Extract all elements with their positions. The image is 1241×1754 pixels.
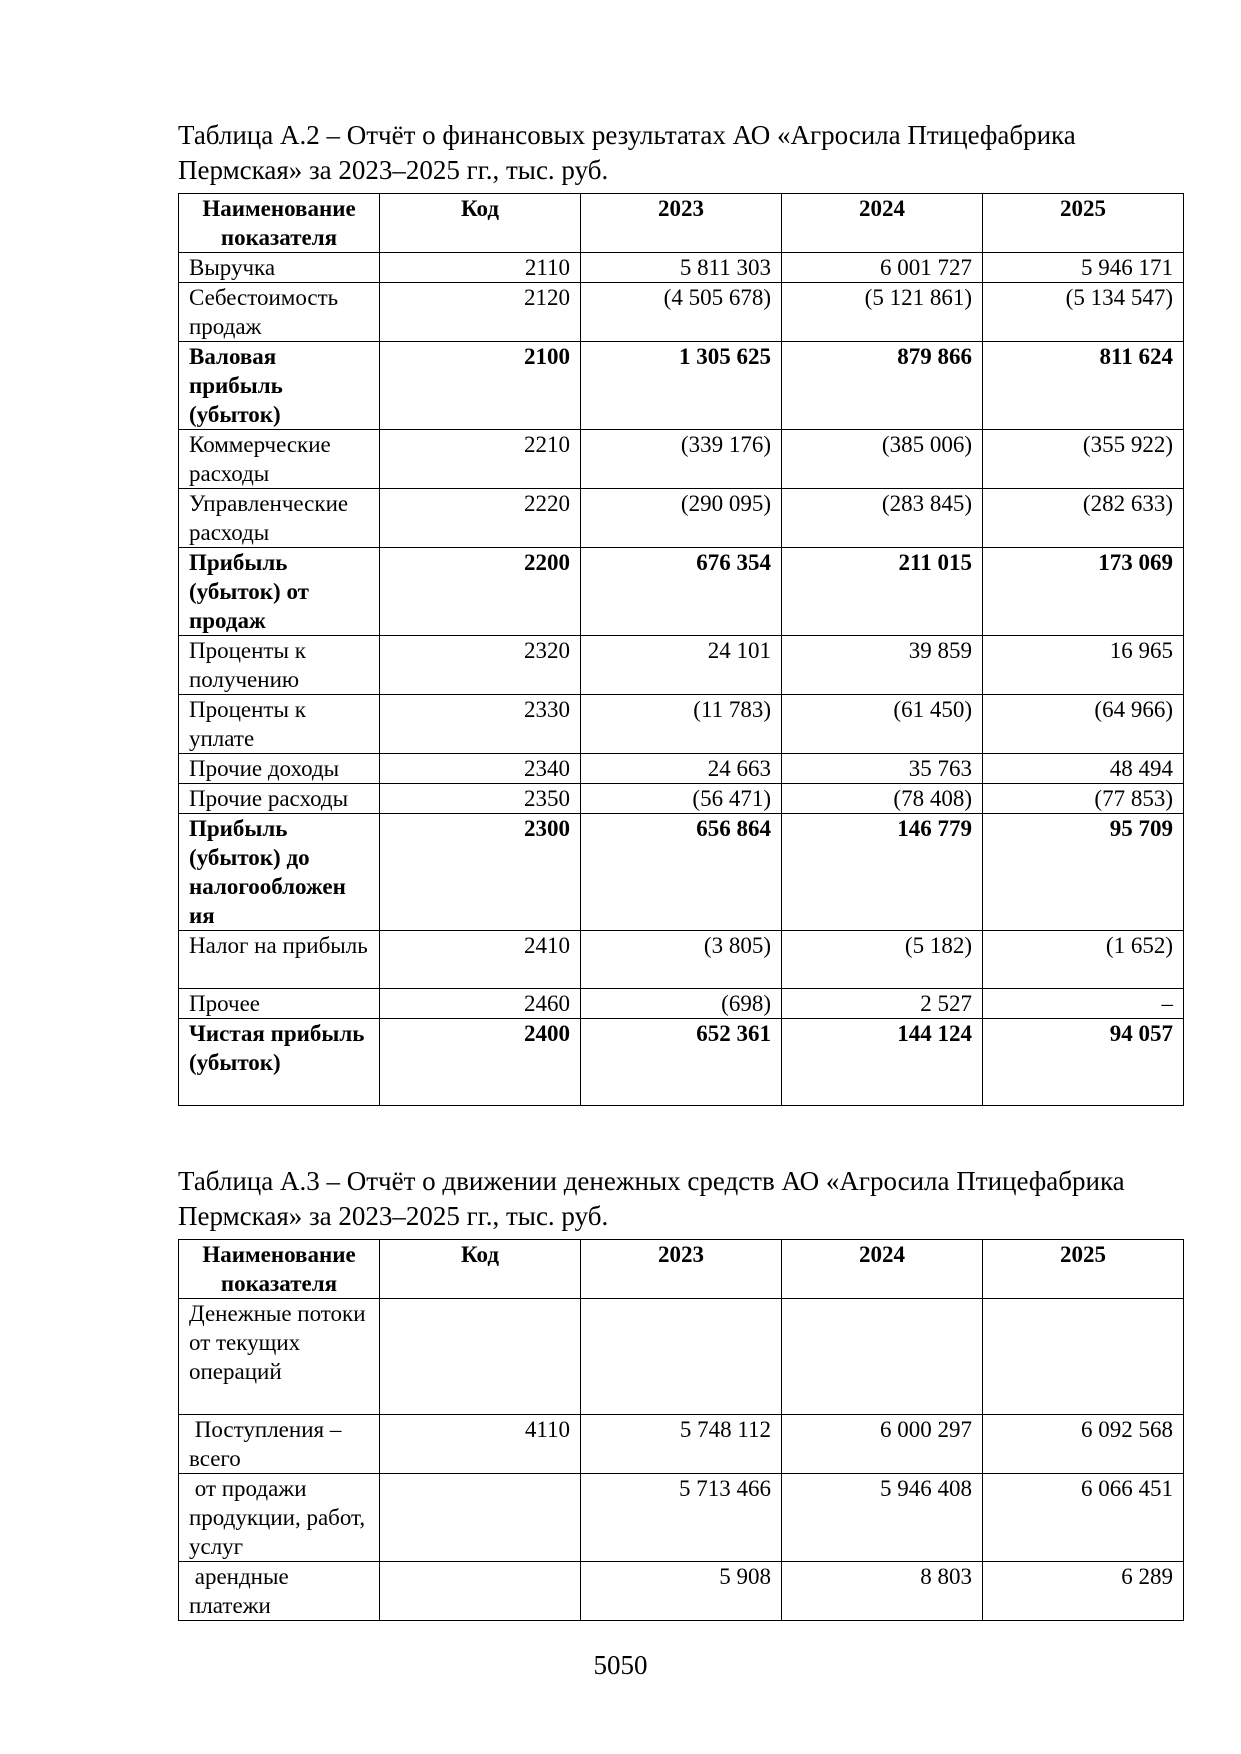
row-code: 4110 xyxy=(380,1415,581,1474)
row-value-2023: (698) xyxy=(581,989,782,1019)
row-value-2024: 6 001 727 xyxy=(782,253,983,283)
row-value-2024: 35 763 xyxy=(782,754,983,784)
row-code: 2220 xyxy=(380,489,581,548)
table-row xyxy=(179,1019,1184,1106)
row-value-2023 xyxy=(581,1299,782,1415)
row-name: Поступления – всего xyxy=(179,1415,380,1474)
header-code: Код xyxy=(380,194,581,253)
financial-results-table xyxy=(178,193,1184,1106)
header-indicator: Наименование показателя xyxy=(179,194,380,253)
row-value-2023: 656 864 xyxy=(581,814,782,931)
row-code: 2100 xyxy=(380,342,581,430)
row-value-2025: 48 494 xyxy=(983,754,1184,784)
table-row xyxy=(179,1474,1184,1562)
header-2024: 2024 xyxy=(782,1240,983,1299)
row-value-2024: (78 408) xyxy=(782,784,983,814)
table-row xyxy=(179,430,1184,489)
row-value-2024: 5 946 408 xyxy=(782,1474,983,1562)
row-code: 2460 xyxy=(380,989,581,1019)
row-value-2023: 5 713 466 xyxy=(581,1474,782,1562)
row-value-2025: 5 946 171 xyxy=(983,253,1184,283)
row-code: 2210 xyxy=(380,430,581,489)
table-row xyxy=(179,989,1184,1019)
row-name: Себестоимость продаж xyxy=(179,283,380,342)
row-value-2025: (1 652) xyxy=(983,931,1184,989)
row-name: Прибыль (убыток) до налогообложен ия xyxy=(179,814,380,931)
row-code: 2330 xyxy=(380,695,581,754)
row-value-2025: 6 066 451 xyxy=(983,1474,1184,1562)
row-name: от продажи продукции, работ, услуг xyxy=(179,1474,380,1562)
table-row xyxy=(179,636,1184,695)
row-value-2024: 39 859 xyxy=(782,636,983,695)
row-value-2025: (282 633) xyxy=(983,489,1184,548)
row-value-2024: 6 000 297 xyxy=(782,1415,983,1474)
row-value-2025: (64 966) xyxy=(983,695,1184,754)
row-code: 2200 xyxy=(380,548,581,636)
table-row xyxy=(179,342,1184,430)
row-value-2023: (4 505 678) xyxy=(581,283,782,342)
row-name: арендные платежи xyxy=(179,1562,380,1621)
table-row xyxy=(179,1415,1184,1474)
page-number: 5050 xyxy=(593,1650,648,1680)
row-value-2025: – xyxy=(983,989,1184,1019)
row-value-2025: (355 922) xyxy=(983,430,1184,489)
row-value-2023: 1 305 625 xyxy=(581,342,782,430)
row-value-2024: (283 845) xyxy=(782,489,983,548)
row-value-2024: (385 006) xyxy=(782,430,983,489)
row-code xyxy=(380,1562,581,1621)
table-row xyxy=(179,548,1184,636)
row-value-2025: 94 057 xyxy=(983,1019,1184,1106)
row-name: Проценты к уплате xyxy=(179,695,380,754)
row-value-2025: (77 853) xyxy=(983,784,1184,814)
row-value-2024: (61 450) xyxy=(782,695,983,754)
row-value-2025: 173 069 xyxy=(983,548,1184,636)
row-value-2023: (339 176) xyxy=(581,430,782,489)
row-value-2023: 5 748 112 xyxy=(581,1415,782,1474)
row-value-2025 xyxy=(983,1299,1184,1415)
row-name: Управленческие расходы xyxy=(179,489,380,548)
row-name: Проценты к получению xyxy=(179,636,380,695)
row-value-2024 xyxy=(782,1299,983,1415)
header-2025: 2025 xyxy=(983,1240,1184,1299)
row-value-2025: 16 965 xyxy=(983,636,1184,695)
row-value-2023: 24 101 xyxy=(581,636,782,695)
row-name: Денежные потоки от текущих операций xyxy=(179,1299,380,1415)
row-code: 2340 xyxy=(380,754,581,784)
table-row xyxy=(179,283,1184,342)
table-row xyxy=(179,1562,1184,1621)
row-value-2024: 8 803 xyxy=(782,1562,983,1621)
table-row xyxy=(179,754,1184,784)
row-name: Прочие доходы xyxy=(179,754,380,784)
row-code: 2120 xyxy=(380,283,581,342)
row-name: Коммерческие расходы xyxy=(179,430,380,489)
row-value-2023: (3 805) xyxy=(581,931,782,989)
row-name: Чистая прибыль (убыток) xyxy=(179,1019,380,1106)
row-code: 2300 xyxy=(380,814,581,931)
row-code: 2110 xyxy=(380,253,581,283)
header-2025: 2025 xyxy=(983,194,1184,253)
table-row xyxy=(179,931,1184,989)
row-value-2024: 211 015 xyxy=(782,548,983,636)
row-value-2024: (5 121 861) xyxy=(782,283,983,342)
header-indicator: Наименование показателя xyxy=(179,1240,380,1299)
row-name: Выручка xyxy=(179,253,380,283)
row-code xyxy=(380,1474,581,1562)
row-value-2024: 144 124 xyxy=(782,1019,983,1106)
table-a3-caption: Таблица А.3 – Отчёт о движении денежных средств АО «Агросила Птицефабрика Пермская» за 2023–2025 гг., тыс. руб. xyxy=(178,1166,1125,1231)
row-name: Прочее xyxy=(179,989,380,1019)
row-value-2023: 5 908 xyxy=(581,1562,782,1621)
row-value-2023: (11 783) xyxy=(581,695,782,754)
header-2024: 2024 xyxy=(782,194,983,253)
row-name: Валовая прибыль (убыток) xyxy=(179,342,380,430)
header-2023: 2023 xyxy=(581,194,782,253)
row-value-2023: 5 811 303 xyxy=(581,253,782,283)
row-value-2025: 6 289 xyxy=(983,1562,1184,1621)
row-code xyxy=(380,1299,581,1415)
row-value-2023: 652 361 xyxy=(581,1019,782,1106)
row-value-2024: 879 866 xyxy=(782,342,983,430)
row-code: 2350 xyxy=(380,784,581,814)
cash-flow-table xyxy=(178,1239,1184,1621)
table-row xyxy=(179,489,1184,548)
table-row xyxy=(179,253,1184,283)
row-value-2023: 24 663 xyxy=(581,754,782,784)
row-value-2025: 6 092 568 xyxy=(983,1415,1184,1474)
row-value-2024: 2 527 xyxy=(782,989,983,1019)
row-value-2023: 676 354 xyxy=(581,548,782,636)
row-value-2025: 811 624 xyxy=(983,342,1184,430)
table-row xyxy=(179,695,1184,754)
row-name: Налог на прибыль xyxy=(179,931,380,989)
table-a2-caption: Таблица А.2 – Отчёт о финансовых результатах АО «Агросила Птицефабрика Пермская» за 2023–2025 гг., тыс. руб. xyxy=(178,120,1076,185)
row-value-2024: 146 779 xyxy=(782,814,983,931)
row-value-2024: (5 182) xyxy=(782,931,983,989)
table-row xyxy=(179,1299,1184,1415)
table-row xyxy=(179,784,1184,814)
row-code: 2320 xyxy=(380,636,581,695)
header-code: Код xyxy=(380,1240,581,1299)
row-value-2025: (5 134 547) xyxy=(983,283,1184,342)
row-code: 2400 xyxy=(380,1019,581,1106)
row-name: Прибыль (убыток) от продаж xyxy=(179,548,380,636)
row-value-2023: (290 095) xyxy=(581,489,782,548)
row-value-2025: 95 709 xyxy=(983,814,1184,931)
row-code: 2410 xyxy=(380,931,581,989)
table-row xyxy=(179,814,1184,931)
row-value-2023: (56 471) xyxy=(581,784,782,814)
header-2023: 2023 xyxy=(581,1240,782,1299)
row-name: Прочие расходы xyxy=(179,784,380,814)
